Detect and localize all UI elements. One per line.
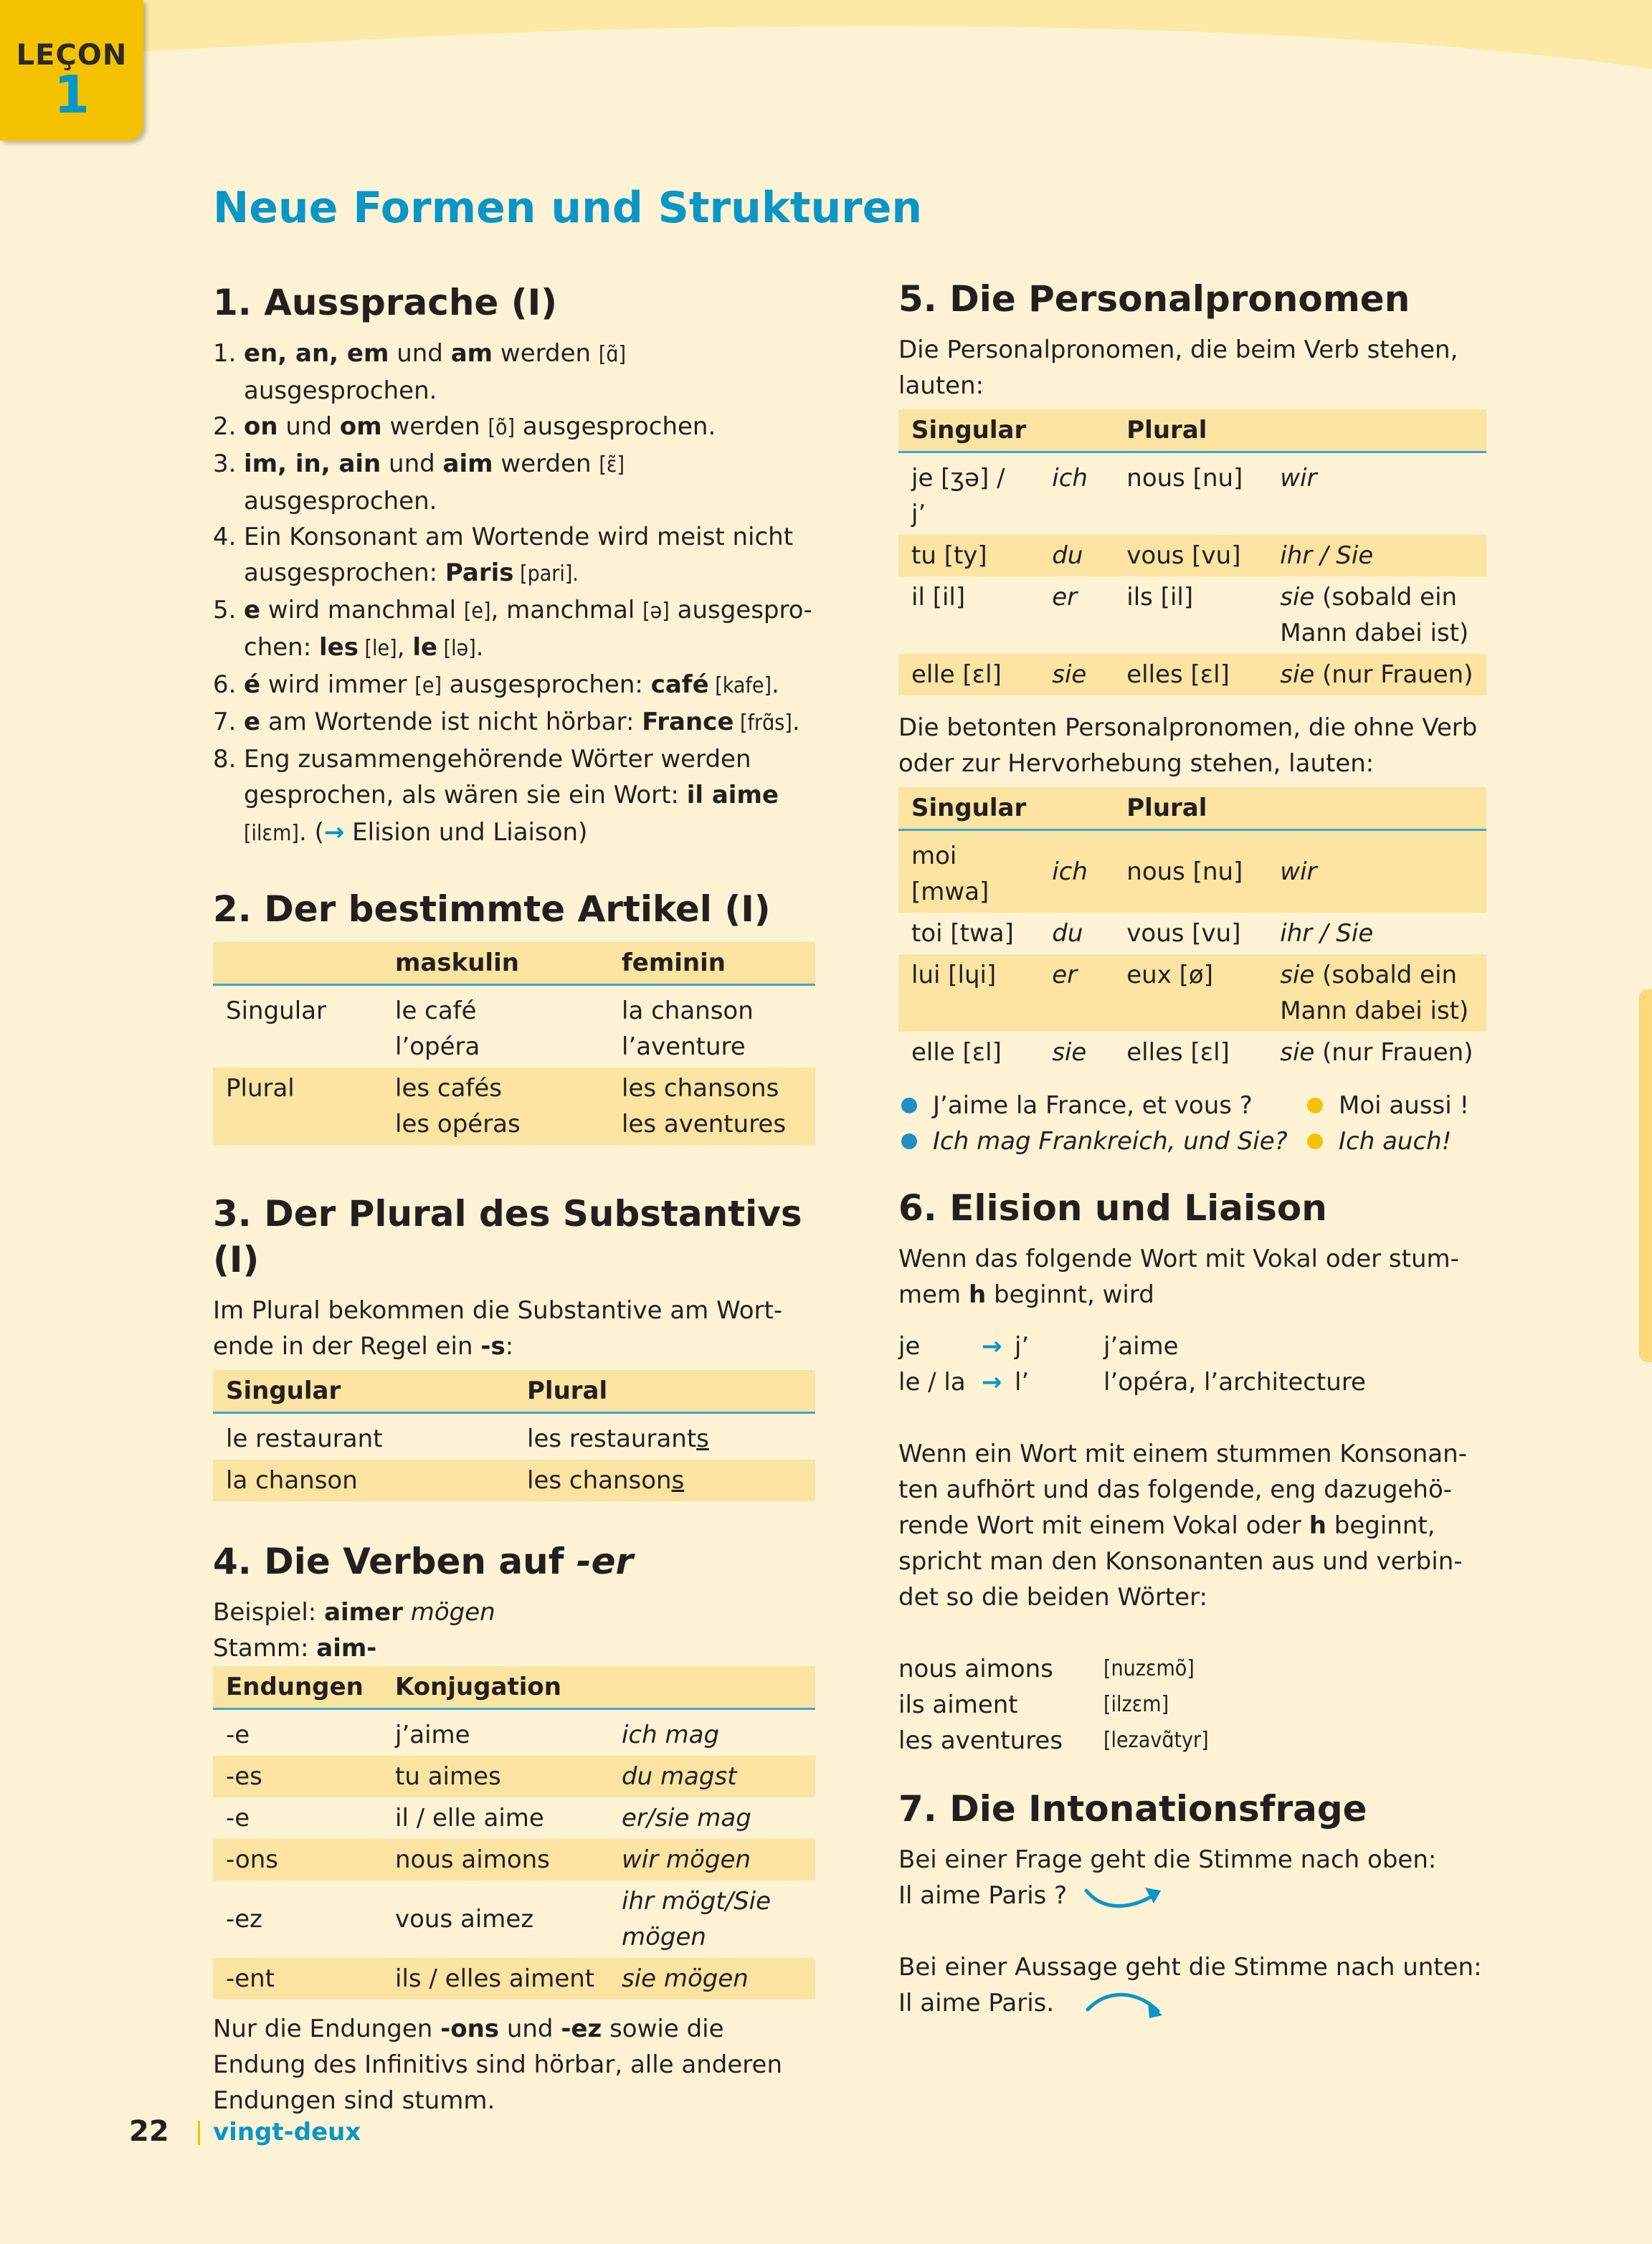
table-row: tu [ty] du vous [vu] ihr / Sie bbox=[898, 535, 1486, 576]
conjugation-table bbox=[213, 1666, 815, 2000]
falling-intonation-icon bbox=[1083, 1988, 1169, 2021]
elision-examples bbox=[898, 1328, 1486, 1400]
list-item: je → j’ j’aime bbox=[898, 1328, 1486, 1364]
table-header: maskulin bbox=[382, 942, 609, 985]
table-row: Singular le café l’opéra la chanson l’aventure bbox=[213, 985, 815, 1068]
table-header: Singular bbox=[213, 1370, 514, 1413]
statement-rule: Bei einer Aussage geht die Stimme nach unten: bbox=[898, 1953, 1482, 1982]
lesson-label: LEÇON bbox=[16, 39, 128, 72]
section-3-title: 3. Der Plural des Substantivs (I) bbox=[213, 1193, 802, 1280]
stem-line: Stamm: aim- bbox=[213, 1634, 377, 1663]
liaison-paragraph: Wenn ein Wort mit einem stummen Konsonanten aufhört und das folgende, eng dazugehörende Wort mit einem Vokal oder h beginnt, spricht man den Konsonanten aus und verbindet so die beiden Wörter: bbox=[898, 1440, 1467, 1612]
list-item: les aventures [lezavɑ̃tyr] bbox=[898, 1726, 1209, 1755]
table-row: le restaurant les restaurants bbox=[213, 1413, 815, 1460]
elision-intro: Wenn das folgende Wort mit Vokal oder stummem h beginnt, wird bbox=[898, 1245, 1459, 1309]
footer-divider bbox=[198, 2121, 200, 2145]
table-header bbox=[1267, 409, 1486, 452]
table-header: Konjugation bbox=[382, 1666, 609, 1709]
list-item: 4. Ein Konsonant am Wortende wird meist nicht ausgesprochen: Paris [pari]. bbox=[213, 523, 794, 587]
yellow-dot-icon bbox=[1307, 1133, 1323, 1149]
list-item: 6. é wird immer [e] ausgesprochen: café [kafe]. bbox=[213, 670, 779, 699]
table-row: -ons nous aimons wir mögen bbox=[213, 1839, 815, 1881]
table-header bbox=[1039, 787, 1114, 830]
table-header: Singular bbox=[898, 409, 1039, 452]
pronunciation-list bbox=[213, 336, 815, 852]
section-2-title: 2. Der bestimmte Artikel (I) bbox=[213, 888, 771, 930]
page-title: Neue Formen und Strukturen bbox=[213, 183, 923, 233]
section-6-title: 6. Elision und Liaison bbox=[898, 1187, 1327, 1229]
list-item: 1. en, an, em und am werden [ɑ̃] ausgesprochen. bbox=[213, 339, 627, 405]
table-row: -es tu aimes du magst bbox=[213, 1756, 815, 1797]
table-header: feminin bbox=[609, 942, 815, 985]
dialog-line: Moi aussi ! bbox=[1304, 1088, 1525, 1123]
top-wave-decoration bbox=[0, 0, 1652, 93]
table-header bbox=[609, 1666, 815, 1709]
stressed-pronoun-table bbox=[898, 787, 1486, 1073]
table-row: elle [ɛl] sie elles [ɛl] sie (nur Frauen) bbox=[898, 654, 1486, 695]
list-item: 2. on und om werden [õ] ausgesprochen. bbox=[213, 412, 716, 441]
question-rule: Bei einer Frage geht die Stimme nach oben: bbox=[898, 1845, 1437, 1874]
list-item: 3. im, in, ain und aim werden [ɛ̃] ausgesprochen. bbox=[213, 450, 625, 515]
table-header: Plural bbox=[1114, 787, 1267, 830]
table-row: elle [ɛl] sie elles [ɛl] sie (nur Frauen) bbox=[898, 1032, 1486, 1073]
statement-example: Il aime Paris. bbox=[898, 1985, 1486, 2021]
table-row: -e j’aime ich mag bbox=[213, 1709, 815, 1756]
dialog-line: J’aime la France, et vous ? bbox=[898, 1088, 1334, 1123]
stressed-pronoun-intro: Die betonten Personalpronomen, die ohne Verb oder zur Hervorhebung stehen, lauten: bbox=[898, 713, 1478, 778]
right-column bbox=[898, 276, 1486, 2021]
list-item: 8. Eng zusammengehörende Wörter werden gesprochen, als wären sie ein Wort: il aime [ilɛm]. (→ Elision und Liaison) bbox=[213, 745, 779, 847]
plural-table bbox=[213, 1370, 815, 1501]
section-4-title: 4. Die Verben auf -er bbox=[213, 1541, 634, 1582]
arrow-right-icon: → bbox=[323, 818, 345, 847]
liaison-examples bbox=[898, 1651, 1486, 1759]
yellow-dot-icon bbox=[1307, 1098, 1323, 1113]
plural-intro: Im Plural bekommen die Substantive am Wortende in der Regel ein -s: bbox=[213, 1296, 783, 1361]
lesson-number: 1 bbox=[53, 65, 90, 125]
table-row: la chanson les chansons bbox=[213, 1460, 815, 1501]
article-table bbox=[213, 942, 815, 1145]
page-number-word: vingt-deux bbox=[213, 2118, 361, 2146]
table-row: -e il / elle aime er/sie mag bbox=[213, 1797, 815, 1839]
table-row: il [il] er ils [il] sie (sobald ein Mann dabei ist) bbox=[898, 576, 1486, 654]
pronoun-intro: Die Personalpronomen, die beim Verb stehen, lauten: bbox=[898, 336, 1458, 400]
table-row: -ent ils / elles aiment sie mögen bbox=[213, 1958, 815, 2000]
table-header: Plural bbox=[514, 1370, 815, 1413]
section-1-title: 1. Aussprache (I) bbox=[213, 282, 558, 323]
list-item: 5. e wird manchmal [e], manchmal [ə] ausgesprochen: les [le], le [lə]. bbox=[213, 596, 812, 662]
example-line: Beispiel: aimer mögen bbox=[213, 1598, 495, 1627]
section-5-title: 5. Die Personalpronomen bbox=[898, 278, 1410, 320]
arrow-right-icon: → bbox=[982, 1332, 1002, 1361]
list-item: le / la → l’ l’opéra, l’architecture bbox=[898, 1364, 1486, 1400]
endings-note: Nur die Endungen -ons und -ez sowie die Endung des Infinitivs sind hörbar, alle anderen Endungen sind stumm. bbox=[213, 2015, 783, 2115]
rising-intonation-icon bbox=[1082, 1881, 1168, 1913]
list-item: 7. e am Wortende ist nicht hörbar: France [frɑ̃s]. bbox=[213, 708, 800, 736]
dialog-example bbox=[898, 1088, 1486, 1159]
section-7-title: 7. Die Intonationsfrage bbox=[898, 1788, 1367, 1830]
pronoun-table bbox=[898, 409, 1486, 695]
table-header: Singular bbox=[898, 787, 1039, 830]
table-row: moi [mwa] ich nous [nu] wir bbox=[898, 830, 1486, 913]
left-column bbox=[213, 280, 815, 2119]
table-row: Plural les cafés les opéras les chansons les aventures bbox=[213, 1068, 815, 1145]
table-header: Endungen bbox=[213, 1666, 382, 1709]
lesson-tab bbox=[0, 0, 143, 141]
page-number: 22 bbox=[129, 2115, 169, 2148]
table-header bbox=[1267, 787, 1486, 830]
table-header bbox=[1039, 409, 1114, 452]
arrow-right-icon: → bbox=[982, 1368, 1002, 1397]
blue-dot-icon bbox=[901, 1133, 917, 1149]
table-header bbox=[213, 942, 382, 985]
table-row: je [ʒə] / j’ ich nous [nu] wir bbox=[898, 452, 1486, 536]
list-item: ils aiment [ilzɛm] bbox=[898, 1691, 1169, 1719]
blue-dot-icon bbox=[901, 1098, 917, 1113]
question-example: Il aime Paris ? bbox=[898, 1878, 1486, 1913]
list-item: nous aimons [nuzɛmõ] bbox=[898, 1655, 1195, 1683]
table-header: Plural bbox=[1114, 409, 1267, 452]
table-row: lui [lɥi] er eux [ø] sie (sobald ein Mann dabei ist) bbox=[898, 954, 1486, 1032]
dialog-line: Ich mag Frankreich, und Sie? bbox=[898, 1123, 1334, 1159]
table-row: toi [twa] du vous [vu] ihr / Sie bbox=[898, 913, 1486, 954]
dialog-line: Ich auch! bbox=[1304, 1123, 1525, 1159]
table-row: -ez vous aimez ihr mögt/Sie mögen bbox=[213, 1881, 815, 1958]
side-stripe-decoration bbox=[1639, 989, 1652, 1362]
